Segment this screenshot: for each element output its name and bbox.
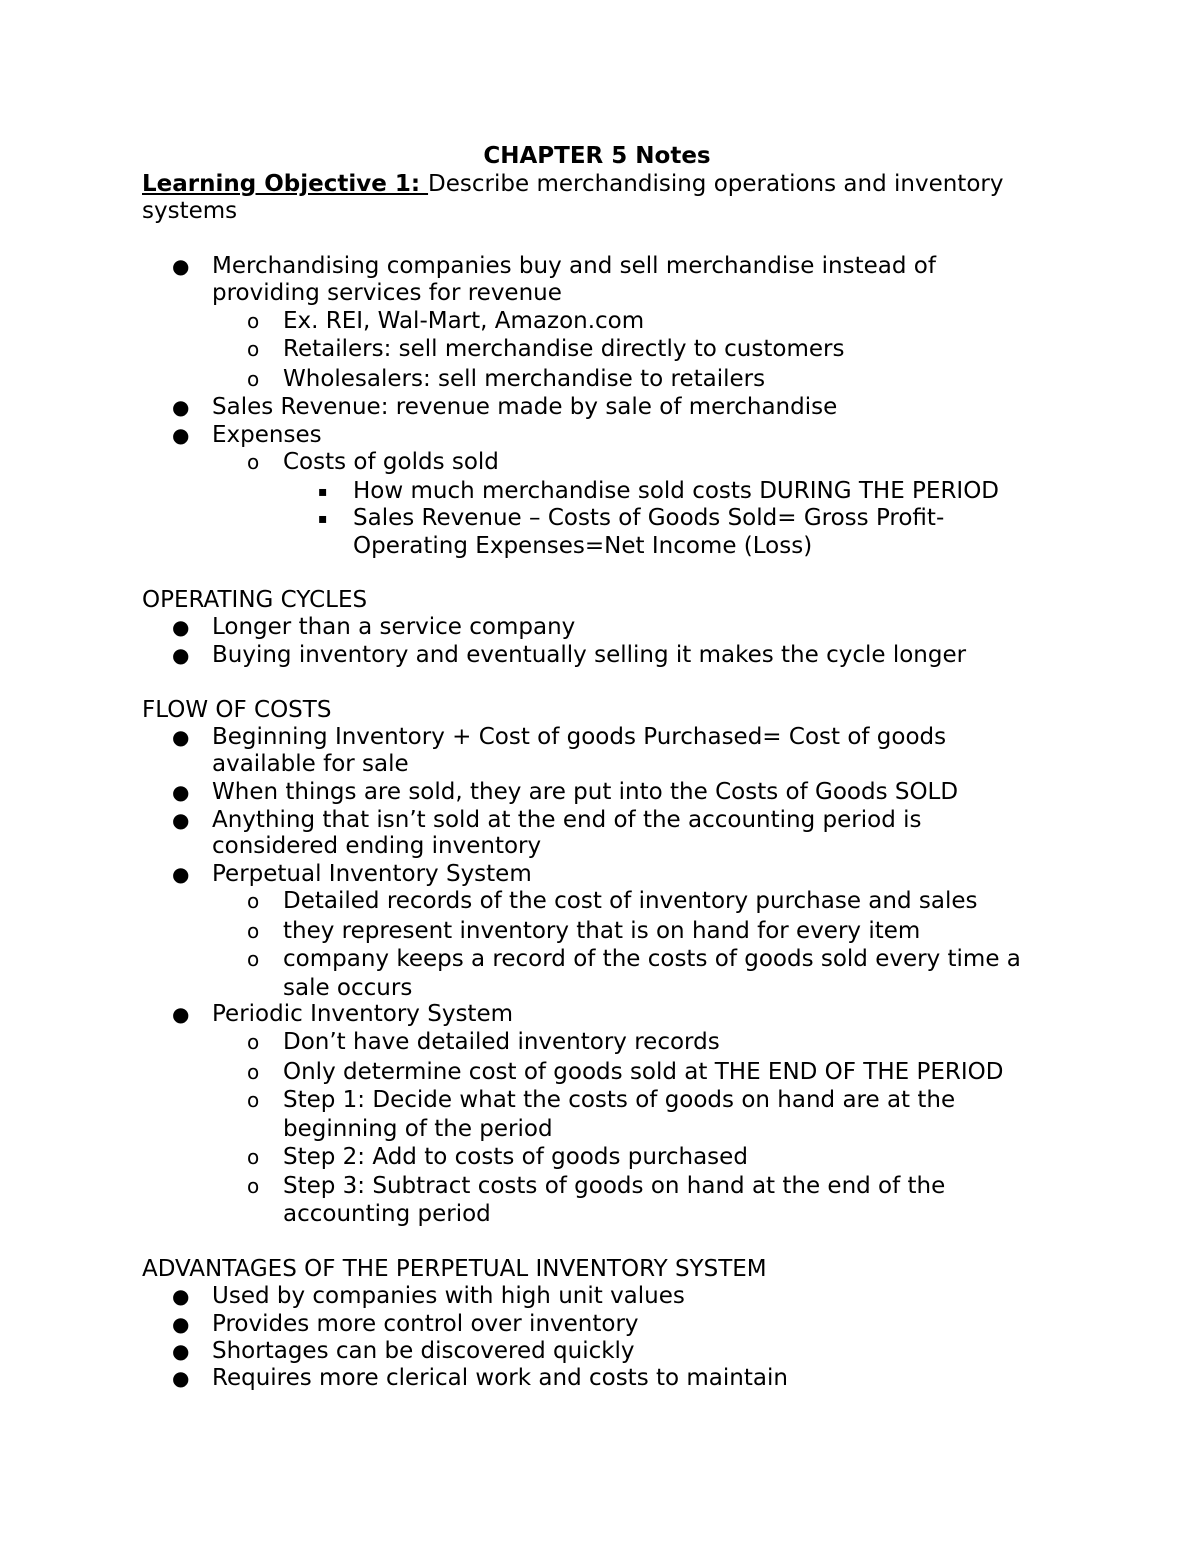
sub-bullet-icon: o <box>247 889 260 913</box>
sub-list-item: Costs of golds sold <box>283 449 499 475</box>
sub-bullet-icon: o <box>247 947 260 971</box>
sub-list-item: Step 2: Add to costs of goods purchased <box>283 1144 748 1170</box>
bullet-icon: ● <box>172 1284 190 1308</box>
bullet-icon: ● <box>172 643 190 667</box>
bullet-icon: ● <box>172 254 190 278</box>
list-item: Perpetual Inventory System <box>212 861 532 887</box>
sub-bullet-icon: o <box>247 450 260 474</box>
sub-list-item: Detailed records of the cost of inventory purchase and sales <box>283 888 978 914</box>
sub-bullet-icon: o <box>247 337 260 361</box>
bullet-icon: ● <box>172 1312 190 1336</box>
list-item-cont: providing services for revenue <box>212 280 562 306</box>
bullet-icon: ● <box>172 780 190 804</box>
page-title: CHAPTER 5 Notes <box>483 143 711 169</box>
sub-list-item: Step 1: Decide what the costs of goods on hand are at the <box>283 1087 956 1113</box>
sub-list-item: Only determine cost of goods sold at THE END OF THE PERIOD <box>283 1059 1004 1085</box>
list-item: Buying inventory and eventually selling it makes the cycle longer <box>212 642 967 668</box>
sub-list-item: Retailers: sell merchandise directly to customers <box>283 336 845 362</box>
list-item: Anything that isn’t sold at the end of the accounting period is <box>212 807 922 833</box>
sub-list-item: Step 3: Subtract costs of goods on hand at the end of the <box>283 1173 946 1199</box>
learning-objective-text-cont: systems <box>142 198 238 224</box>
sub-list-item: Don’t have detailed inventory records <box>283 1029 720 1055</box>
bullet-icon: ● <box>172 423 190 447</box>
learning-objective <box>142 170 1003 198</box>
section-heading-operating-cycles: OPERATING CYCLES <box>142 587 368 613</box>
sub-list-item-cont: beginning of the period <box>283 1116 553 1142</box>
bullet-icon: ● <box>172 1339 190 1363</box>
sub-list-item-cont: sale occurs <box>283 975 413 1001</box>
section-heading-flow-of-costs: FLOW OF COSTS <box>142 697 332 723</box>
sub-bullet-icon: o <box>247 367 260 391</box>
list-item: Beginning Inventory + Cost of goods Purchased= Cost of goods <box>212 724 947 750</box>
bullet-icon: ● <box>172 1366 190 1390</box>
sub-bullet-icon: o <box>247 309 260 333</box>
list-item: Requires more clerical work and costs to maintain <box>212 1365 788 1391</box>
list-item: Shortages can be discovered quickly <box>212 1338 635 1364</box>
list-item: When things are sold, they are put into the Costs of Goods SOLD <box>212 779 959 805</box>
bullet-icon: ● <box>172 395 190 419</box>
sub-list-item: company keeps a record of the costs of goods sold every time a <box>283 946 1021 972</box>
sub-bullet-icon: o <box>247 1088 260 1112</box>
bullet-icon: ● <box>172 615 190 639</box>
learning-objective-text: Describe merchandising operations and inventory <box>428 171 1004 197</box>
sub-bullet-icon: o <box>247 919 260 943</box>
section-heading-advantages: ADVANTAGES OF THE PERPETUAL INVENTORY SYSTEM <box>142 1256 767 1282</box>
sub-sub-list-item-cont: Operating Expenses=Net Income (Loss) <box>353 533 813 559</box>
sub-bullet-icon: o <box>247 1060 260 1084</box>
list-item: Provides more control over inventory <box>212 1311 639 1337</box>
sub-bullet-icon: o <box>247 1174 260 1198</box>
list-item-cont: considered ending inventory <box>212 833 542 859</box>
sub-bullet-icon: o <box>247 1145 260 1169</box>
list-item: Sales Revenue: revenue made by sale of merchandise <box>212 394 838 420</box>
list-item-cont: available for sale <box>212 751 409 777</box>
list-item: Used by companies with high unit values <box>212 1283 685 1309</box>
sub-list-item: Wholesalers: sell merchandise to retailers <box>283 366 766 392</box>
sub-list-item: Ex. REI, Wal-Mart, Amazon.com <box>283 308 645 334</box>
bullet-icon: ● <box>172 725 190 749</box>
learning-objective-label: Learning Objective 1: <box>142 171 429 197</box>
sub-sub-list-item: Sales Revenue – Costs of Goods Sold= Gross Profit- <box>353 505 945 531</box>
bullet-icon: ● <box>172 808 190 832</box>
bullet-icon: ● <box>172 862 190 886</box>
sub-bullet-icon: o <box>247 1030 260 1054</box>
sub-list-item-cont: accounting period <box>283 1201 491 1227</box>
list-item: Expenses <box>212 422 322 448</box>
square-bullet-icon: ▪ <box>318 511 328 527</box>
bullet-icon: ● <box>172 1002 190 1026</box>
list-item: Longer than a service company <box>212 614 576 640</box>
square-bullet-icon: ▪ <box>318 484 328 500</box>
list-item: Merchandising companies buy and sell merchandise instead of <box>212 253 936 279</box>
sub-list-item: they represent inventory that is on hand for every item <box>283 918 921 944</box>
sub-sub-list-item: How much merchandise sold costs DURING THE PERIOD <box>353 478 1000 504</box>
list-item: Periodic Inventory System <box>212 1001 513 1027</box>
